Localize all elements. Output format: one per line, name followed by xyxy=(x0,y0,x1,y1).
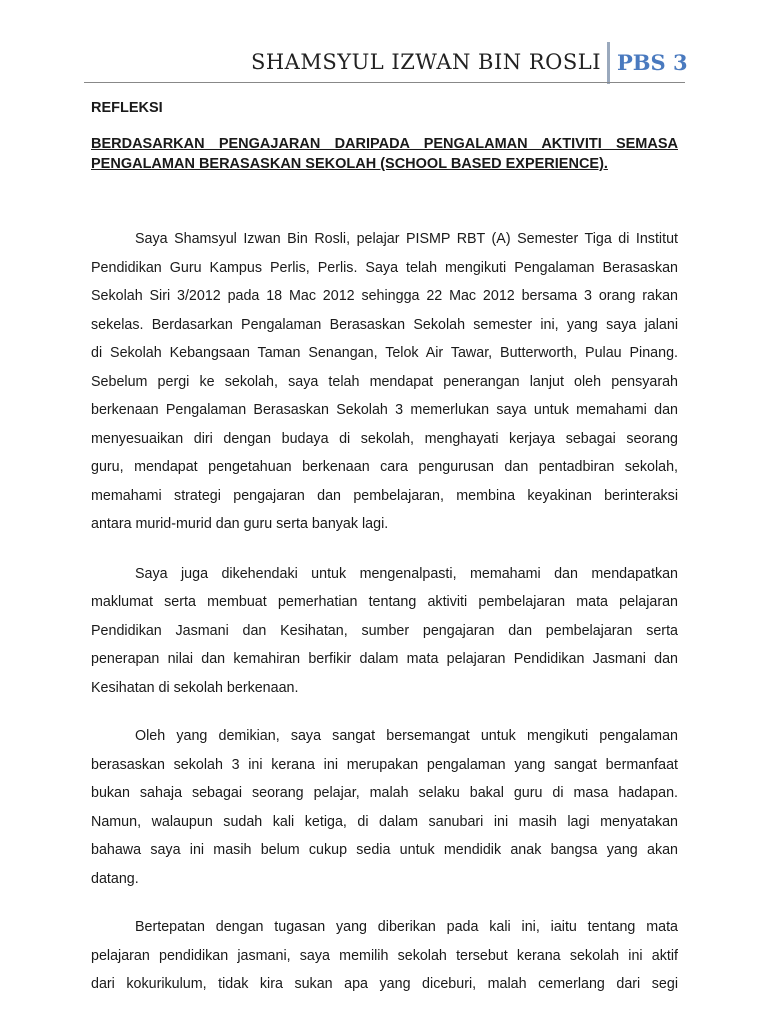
paragraph-line: berasaskan sekolah 3 ini kerana ini merupakan pengalaman yang sangat bermanfaat xyxy=(91,756,678,773)
paragraph-line: Sebelum pergi ke sekolah, saya telah mendapat penerangan lanjut oleh pensyarah xyxy=(91,373,678,390)
heading-line: BERDASARKAN PENGAJARAN DARIPADA PENGALAMAN AKTIVITI SEMASA xyxy=(91,136,678,152)
paragraph-3 xyxy=(91,722,678,893)
paragraph-line: datang. xyxy=(91,870,139,887)
header-rule xyxy=(84,82,685,83)
paragraph-line: berkenaan Pengalaman Berasaskan Sekolah 3 memerlukan saya untuk memahami dan xyxy=(91,402,678,418)
header-doc-code: PBS 3 xyxy=(617,50,688,75)
paragraph-line: menyesuaikan diri dengan budaya di sekolah, menghayati kerjaya sebagai seorang xyxy=(91,430,678,447)
paragraph-line: Saya juga dikehendaki untuk mengenalpasti, memahami dan mendapatkan xyxy=(135,565,678,582)
page-header xyxy=(0,0,768,84)
paragraph-line: Pendidikan Jasmani dan Kesihatan, sumber pengajaran dan pembelajaran serta xyxy=(91,622,678,639)
paragraph-line: Namun, walaupun sudah kali ketiga, di dalam sanubari ini masih lagi menyatakan xyxy=(91,813,678,830)
paragraph-1 xyxy=(91,225,678,539)
header-author-name: SHAMSYUL IZWAN BIN ROSLI xyxy=(250,50,601,74)
paragraph-line: memahami strategi pengajaran dan pembelajaran, membina keyakinan berinteraksi xyxy=(91,487,678,504)
paragraph-line: bahawa saya ini masih belum cukup sedia untuk mendidik anak bangsa yang akan xyxy=(91,842,678,858)
paragraph-line: Saya Shamsyul Izwan Bin Rosli, pelajar PISMP RBT (A) Semester Tiga di Institut xyxy=(135,231,678,247)
paragraph-line: Oleh yang demikian, saya sangat bersemangat untuk mengikuti pengalaman xyxy=(135,728,678,744)
paragraph-line: sekelas. Berdasarkan Pengalaman Berasaskan Sekolah semester ini, yang saya jalani xyxy=(91,316,678,333)
paragraph-line: Kesihatan di sekolah berkenaan. xyxy=(91,679,299,696)
paragraph-line: penerapan nilai dan kemahiran berfikir dalam mata pelajaran Pendidikan Jasmani dan xyxy=(91,651,678,667)
paragraph-line: Bertepatan dengan tugasan yang diberikan pada kali ini, iaitu tentang mata xyxy=(135,919,678,935)
paragraph-line: guru, mendapat pengetahuan berkenaan cara pengurusan dan pentadbiran sekolah, xyxy=(91,459,678,475)
document-body xyxy=(91,98,678,999)
paragraph-line: maklumat serta membuat pemerhatian tentang aktiviti pembelajaran mata pelajaran xyxy=(91,594,678,610)
paragraph-line: di Sekolah Kebangsaan Taman Senangan, Telok Air Tawar, Butterworth, Pulau Pinang. xyxy=(91,345,678,361)
document-heading xyxy=(91,134,678,174)
section-label: REFLEKSI xyxy=(91,100,163,116)
paragraph-line: Sekolah Siri 3/2012 pada 18 Mac 2012 sehingga 22 Mac 2012 bersama 3 orang rakan xyxy=(91,288,678,304)
paragraph-line: bukan sahaja sebagai seorang pelajar, malah selaku bakal guru di masa hadapan. xyxy=(91,785,678,801)
paragraph-line: pelajaran pendidikan jasmani, saya memilih sekolah tersebut kerana sekolah ini aktif xyxy=(91,947,678,964)
header-divider xyxy=(607,42,610,84)
heading-line: PENGALAMAN BERASASKAN SEKOLAH (SCHOOL BASED EXPERIENCE). xyxy=(91,156,608,172)
paragraph-2 xyxy=(91,560,678,703)
paragraph-line: antara murid-murid dan guru serta banyak lagi. xyxy=(91,516,389,532)
paragraph-line: Pendidikan Guru Kampus Perlis, Perlis. Saya telah mengikuti Pengalaman Berasaskan xyxy=(91,259,678,276)
paragraph-4 xyxy=(91,913,678,999)
paragraph-line: dari kokurikulum, tidak kira sukan apa yang diceburi, malah cemerlang dari segi xyxy=(91,976,678,992)
